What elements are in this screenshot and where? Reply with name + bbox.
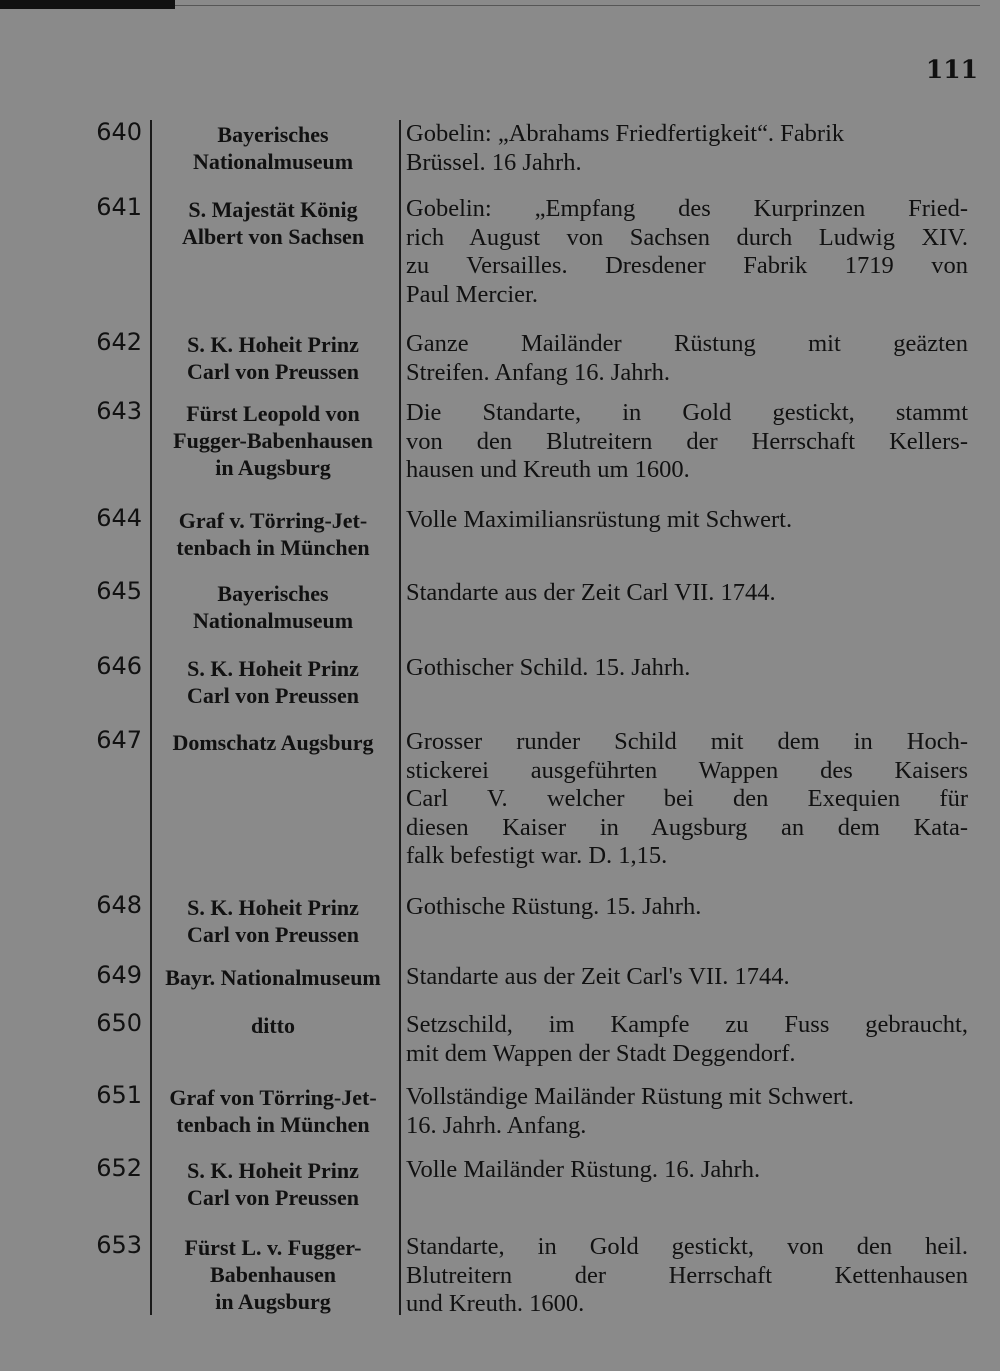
entry-number: 650 <box>96 1009 142 1037</box>
entry-lender <box>153 121 393 175</box>
entry-lender <box>153 1157 393 1211</box>
lender-line: S. Majestät König <box>188 197 358 222</box>
entry-number: 653 <box>96 1231 142 1259</box>
entry-description <box>406 120 968 177</box>
lender-line: Graf v. Törring-Jet- <box>178 508 368 533</box>
entry-description <box>406 579 968 608</box>
description-line: Volle Maximiliansrüstung mit Schwert. <box>406 506 793 533</box>
description-line: Volle Mailänder Rüstung. 16. Jahrh. <box>406 1156 761 1183</box>
description-line: mit dem Wappen der Stadt Deggendorf. <box>406 1039 796 1067</box>
description-line: Gobelin: „Abrahams Friedfertigkeit“. Fabrik <box>406 120 845 147</box>
lender-line: tenbach in München <box>176 1112 370 1137</box>
lender-line: S. K. Hoheit Prinz <box>187 656 359 681</box>
entry-number: 644 <box>96 504 142 532</box>
entry-lender <box>153 331 393 385</box>
entry-number: 640 <box>96 118 142 146</box>
entry-description <box>406 330 968 387</box>
description-line: Gothische Rüstung. 15. Jahrh. <box>406 893 702 920</box>
description-line: Blutreitern der Herrschaft Kettenhausen <box>406 1261 968 1289</box>
lender-line: Carl von Preussen <box>187 683 359 708</box>
page-number: 111 <box>925 55 978 84</box>
entry-number: 645 <box>96 577 142 605</box>
lender-line: ditto <box>251 1013 295 1038</box>
lender-line: Bayerisches <box>217 581 329 606</box>
lender-line: Albert von Sachsen <box>181 224 365 249</box>
entry-description <box>406 1156 968 1185</box>
entry-lender <box>153 729 393 756</box>
description-line: Gobelin: „Empfang des Kurprinzen Fried- <box>406 195 968 222</box>
description-line: Setzschild, im Kampfe zu Fuss gebraucht, <box>406 1011 968 1038</box>
entry-lender <box>153 507 393 561</box>
description-line: Standarte, in Gold gestickt, von den heil. <box>406 1233 968 1260</box>
entry-number: 651 <box>96 1081 142 1109</box>
top-rule-thin <box>175 5 980 6</box>
entry-description <box>406 399 968 485</box>
entry-lender <box>153 1084 393 1138</box>
lender-line: Graf von Törring-Jet- <box>169 1085 377 1110</box>
lender-line: Carl von Preussen <box>187 1185 359 1210</box>
entry-description <box>406 1233 968 1319</box>
description-line: Standarte aus der Zeit Carl's VII. 1744. <box>406 963 790 990</box>
lender-line: Bayerisches <box>217 122 329 147</box>
lender-line: Domschatz Augsburg <box>172 730 374 755</box>
entry-description <box>406 1083 968 1140</box>
description-line: stickerei ausgeführten Wappen des Kaisers <box>406 756 968 784</box>
column-divider-right <box>399 120 401 1315</box>
entry-lender <box>153 894 393 948</box>
lender-line: Fürst L. v. Fugger- <box>184 1235 362 1260</box>
lender-line: Nationalmuseum <box>192 149 354 174</box>
lender-line: in Augsburg <box>215 1289 331 1314</box>
entry-lender <box>153 1234 393 1315</box>
description-line: und Kreuth. 1600. <box>406 1290 585 1317</box>
description-line: Vollständige Mailänder Rüstung mit Schwert. <box>406 1083 854 1110</box>
description-line: diesen Kaiser in Augsburg an dem Kata- <box>406 813 968 841</box>
lender-line: tenbach in München <box>176 535 370 560</box>
description-line: zu Versailles. Dresdener Fabrik 1719 von <box>406 252 968 279</box>
lender-line: Fürst Leopold von <box>186 401 360 426</box>
top-rule <box>0 0 175 9</box>
entry-lender <box>153 580 393 634</box>
entry-description <box>406 654 968 683</box>
description-line: Ganze Mailänder Rüstung mit geäzten <box>406 330 968 357</box>
description-line: Grosser runder Schild mit dem in Hoch- <box>406 728 968 755</box>
description-line: Paul Mercier. <box>406 280 538 308</box>
description-line: 16. Jahrh. Anfang. <box>406 1111 587 1139</box>
column-divider-left <box>150 120 152 1315</box>
entry-description <box>406 728 968 871</box>
lender-line: S. K. Hoheit Prinz <box>187 332 359 357</box>
entry-number: 649 <box>96 961 142 989</box>
lender-line: Nationalmuseum <box>192 608 354 633</box>
lender-line: Babenhausen <box>210 1262 336 1287</box>
entry-description <box>406 195 968 309</box>
entry-number: 652 <box>96 1154 142 1182</box>
entry-description <box>406 963 968 992</box>
description-line: falk befestigt war. D. 1,15. <box>406 842 668 869</box>
entry-description <box>406 1011 968 1068</box>
lender-line: S. K. Hoheit Prinz <box>187 895 359 920</box>
description-line: hausen und Kreuth um 1600. <box>406 456 690 483</box>
entry-lender <box>153 1012 393 1039</box>
entry-number: 647 <box>96 726 142 754</box>
description-line: Die Standarte, in Gold gestickt, stammt <box>406 399 968 426</box>
entry-lender <box>153 655 393 709</box>
description-line: von den Blutreitern der Herrschaft Kellers- <box>406 427 968 455</box>
description-line: Standarte aus der Zeit Carl VII. 1744. <box>406 579 776 606</box>
lender-line: in Augsburg <box>215 455 331 480</box>
lender-line: S. K. Hoheit Prinz <box>187 1158 359 1183</box>
lender-line: Carl von Preussen <box>187 922 359 947</box>
entry-description <box>406 893 968 922</box>
lender-line: Fugger-Babenhausen <box>173 428 373 453</box>
entry-description <box>406 506 968 535</box>
description-line: Brüssel. 16 Jahrh. <box>406 148 582 176</box>
description-line: Streifen. Anfang 16. Jahrh. <box>406 358 670 386</box>
entry-number: 643 <box>96 397 142 425</box>
entry-number: 641 <box>96 193 142 221</box>
entry-lender <box>153 196 393 250</box>
entry-lender <box>153 400 393 481</box>
description-line: Carl V. welcher bei den Exequien für <box>406 785 968 812</box>
entry-number: 648 <box>96 891 142 919</box>
description-line: rich August von Sachsen durch Ludwig XIV. <box>406 223 968 251</box>
entry-number: 646 <box>96 652 142 680</box>
entry-lender <box>153 964 393 991</box>
description-line: Gothischer Schild. 15. Jahrh. <box>406 654 691 681</box>
lender-line: Bayr. Nationalmuseum <box>165 965 381 990</box>
entry-number: 642 <box>96 328 142 356</box>
lender-line: Carl von Preussen <box>187 359 359 384</box>
